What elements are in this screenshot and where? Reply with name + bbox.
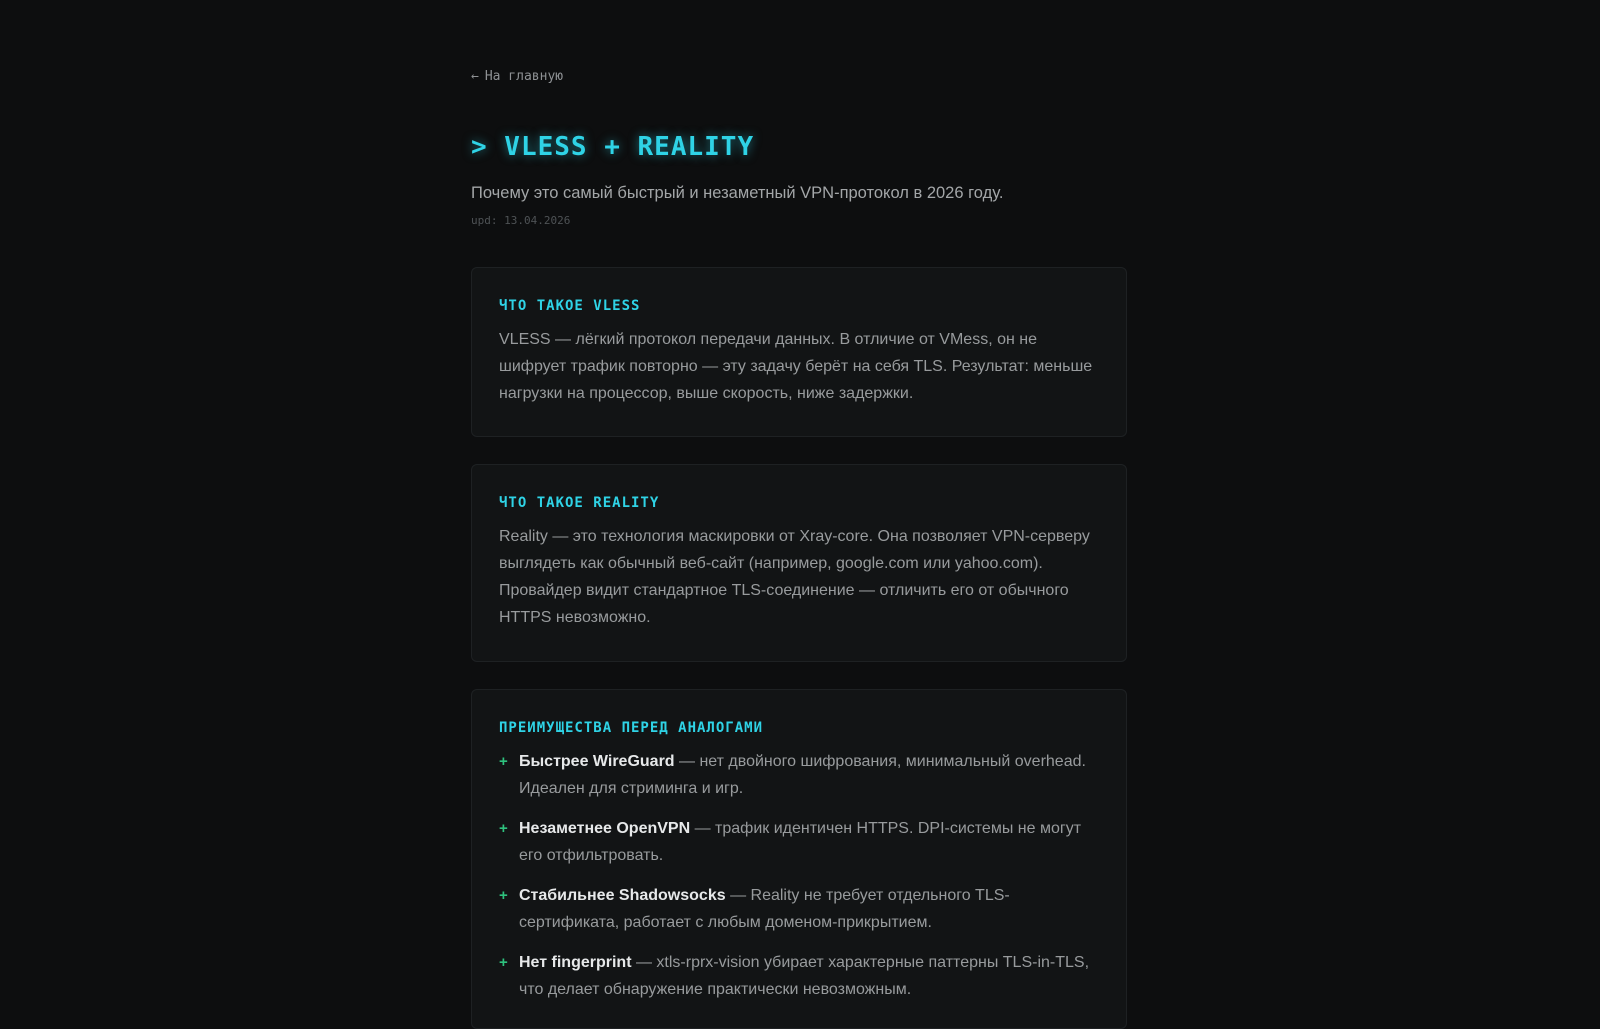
back-link-label: На главную [484,69,564,84]
section-what-is-reality [471,464,1127,662]
advantage-title: Нет fingerprint [519,954,632,971]
list-item [499,815,1099,869]
section-title: ЧТО ТАКОЕ VLESS [499,298,641,314]
plus-icon: + [499,820,508,837]
list-item [499,949,1099,1003]
advantage-text: — Reality не требует отдельного TLS-сертификата, работает с любым доменом-прикрытием. [519,887,1010,931]
page-subtitle: Почему это самый быстрый и незаметный VPN-протокол в 2026 году. [471,184,1004,202]
advantage-text: — трафик идентичен HTTPS. DPI-системы не могут его отфильтровать. [519,820,1082,864]
advantage-text: — xtls-rprx-vision убирает характерные паттерны TLS-in-TLS, что делает обнаружение практически невозможным. [519,954,1090,998]
list-item [499,882,1099,936]
back-to-home-link[interactable] [471,69,563,84]
plus-icon: + [499,753,508,770]
page-title: > VLESS + REALITY [471,132,755,162]
section-what-is-vless [471,267,1127,437]
list-item [499,748,1099,802]
back-arrow-icon: ← [471,69,479,84]
section-title: ЧТО ТАКОЕ REALITY [499,495,660,511]
section-advantages [471,689,1127,1029]
advantages-list [499,748,1099,1003]
section-title: ПРЕИМУЩЕСТВА ПЕРЕД АНАЛОГАМИ [499,720,764,736]
advantage-title: Незаметнее OpenVPN [519,820,691,837]
section-text: VLESS — лёгкий протокол передачи данных. В отличие от VMess, он не шифрует трафик повторно — эту задачу берёт на себя TLS. Результат: меньше нагрузки на процессор, выше скорость, ниже задержки. [499,331,1093,402]
updated-date: upd: 13.04.2026 [471,214,571,227]
plus-icon: + [499,954,508,971]
advantage-text: — нет двойного шифрования, минимальный overhead. Идеален для стриминга и игр. [519,753,1086,797]
section-text: Reality — это технология маскировки от Xray-core. Она позволяет VPN-серверу выглядеть как обычный веб-сайт (например, google.com или yahoo.com). Провайдер видит стандартное TLS-соединение — отличить его от обычного HTTPS невозможно. [499,528,1090,626]
plus-icon: + [499,887,508,904]
advantage-title: Стабильнее Shadowsocks [519,887,726,904]
advantage-title: Быстрее WireGuard [519,753,675,770]
